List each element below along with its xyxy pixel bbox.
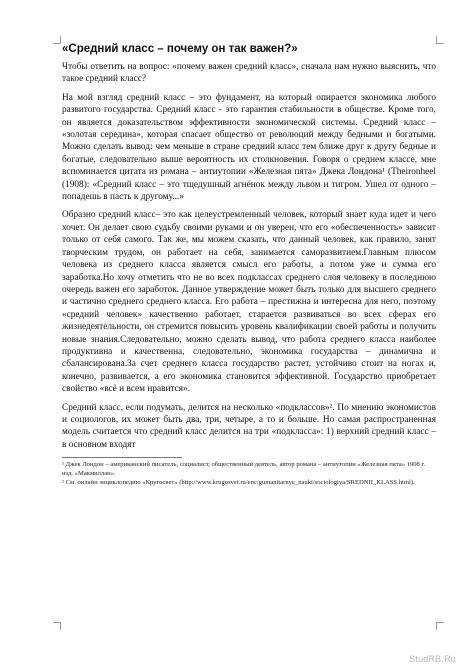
margin-corner-mark — [53, 36, 61, 44]
paragraph-subclasses: Средний класс, если подумать, делится на несколько «подклассов»². По мнению экономистов и социологов, их может быть два, три, четыре, а то и больше. Но самая распространенная модель считается что средний класс делится на три «подкласса»: 1) верхний средний класс – в основном входят — [62, 402, 436, 450]
document-body — [62, 42, 436, 488]
paragraph-intro: Чтобы ответить на вопрос: «почему важен средний класс», сначала нам нужно выяснить, что такое средний класс? — [62, 62, 436, 85]
footnote-1: ¹ Джек Лондон – американский писатель, социалист, общественный деятель, автор романа – антиутопии «Железная пята» 1908 г. изд. «Макмиллан». — [62, 461, 426, 477]
watermark: StudRB.Ru — [409, 654, 456, 664]
footnote-separator — [62, 457, 182, 458]
footnote-2: ² См. онлайн энциклопедию «Кругосвет» (http://www.krugosvet.ru/enc/gumanitarnye_nauki/sociologiya/SREDNII_KLASS.html). — [62, 479, 415, 486]
document-title: «Средний класс – почему он так важен?» — [62, 43, 298, 55]
margin-corner-mark — [436, 36, 444, 44]
margin-corner-mark — [53, 622, 61, 630]
paragraph-opinion: На мой взгляд средний класс – это фундамент, на который опирается экономика любого развитого государства. Средний класс - это гарантия стабильности в обществе. Кроме того, он является доказательством эффективности экономической системы. Средний класс – «золотая середина», которая спасает общество от революций между бедными и богатыми. Можно сделать вывод: чем меньше в стране средний класс тем ближе друг к другу бедные и богатые, следовательно выше вероятность их столкновения. Говоря о среднем классе, мне вспоминается цитата из романа – антиутопии «Железная пята» Джека Лондона¹ (Theironheel (1908): «Средний класс – это тщедушный агнёнок между львом и тигром. Ушел от одного – попадешь в пасть к другому...» — [62, 92, 436, 203]
paragraph-metaphor: Образно средний класс– это как целеустремленный человек, который знает куда идет и чего хочет. Он делает свою судьбу своими руками и он уверен, что его «обеспеченность» зависит только от себя самого. Так же, мы можем сказать, что данный человек, как правило, занят творческим трудом, он работает на себя, занимается саморазвитием.Главным плюсом человека из среднего класса является смысл его работы, а потом уже и сумма его заработка.Но хочу отметить что не во всех подклассах среднего слоя человеку в последнюю очередь важен его заработок. Данное утверждение может быть только для высшего среднего и частично среднего среднего класса. Его работа – престижна и интересна для него, поэтому «средний человек» качественно работает, старается развиваться во всех сферах его жизнедеятельности, он стремится повысить уровень квалификации своей работы и получить новые знания.Следовательно, можно сделать вывод, что работа среднего класса наиболее продуктивна и качественна, следовательно, экономика государства – динамична и сбалансирована.За счет среднего класса государство растет, устойчиво стоит на ногах и, конечно, развивается, а его экономика становится эффективной. Государство приобретает свойство «всё и всем нравится». — [62, 210, 436, 395]
margin-corner-mark — [436, 622, 444, 630]
